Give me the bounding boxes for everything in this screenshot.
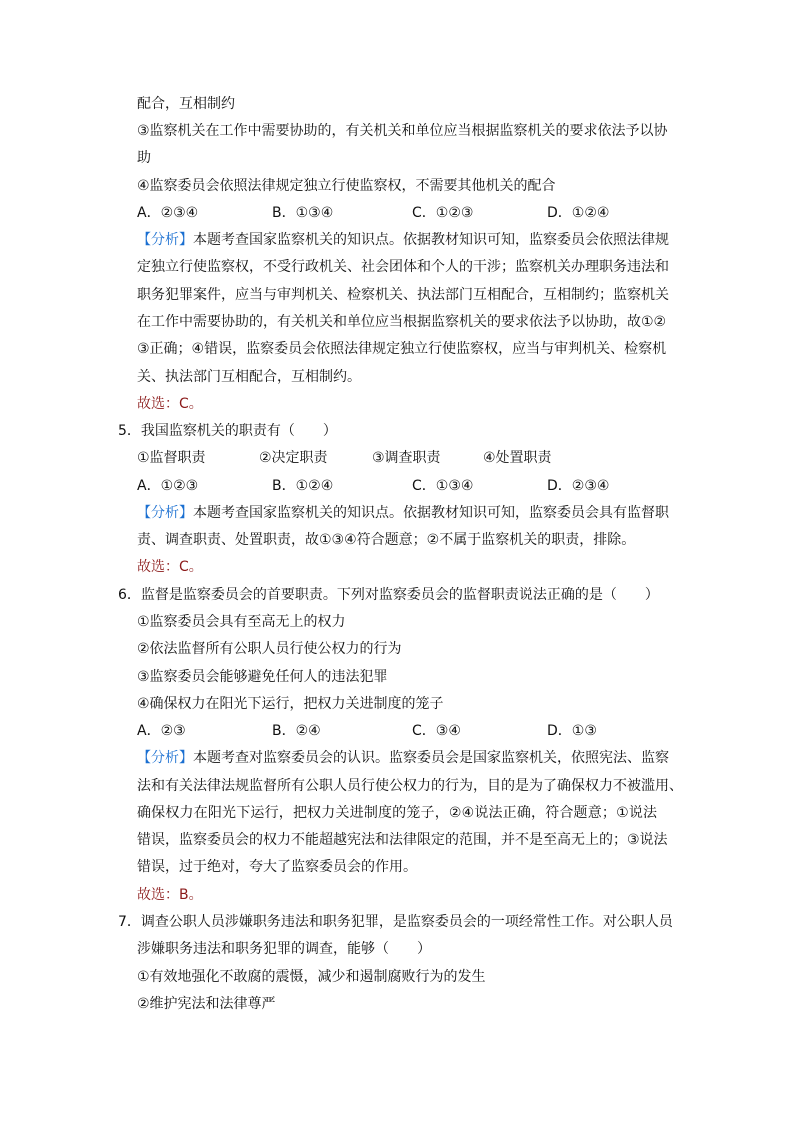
q6-option-c: C．③④ bbox=[412, 723, 461, 739]
q6-option-b: B．②④ bbox=[272, 723, 321, 739]
q4-item-cont: 配合，互相制约 bbox=[137, 96, 235, 112]
q5-item-3: ③调查职责 bbox=[372, 450, 441, 466]
q5-stem: 5．我国监察机关的职责有（ ） bbox=[118, 423, 337, 439]
q4-item-3: ③监察机关在工作中需要协助的，有关机关和单位应当根据监察机关的要求依法予以协 bbox=[137, 123, 668, 139]
q5-analysis-line-2: 责、调查职责、处置职责，故①③④符合题意；②不属于监察机关的职责，排除。 bbox=[137, 532, 636, 548]
q6-item-4: ④确保权力在阳光下运行，把权力关进制度的笼子 bbox=[137, 696, 444, 712]
q5-option-b: B．①②④ bbox=[272, 478, 334, 494]
q5-option-c: C．①③④ bbox=[412, 478, 474, 494]
q5-analysis-line-1: 【分析】本题考查国家监察机关的知识点。依据教材知识可知，监察委员会具有监督职 bbox=[137, 505, 669, 521]
q4-analysis-line-3: 职务犯罪案件，应当与审判机关、检察机关、执法部门互相配合，互相制约；监察机关 bbox=[137, 287, 669, 303]
q6-item-2: ②依法监督所有公职人员行使公权力的行为 bbox=[137, 641, 402, 657]
q7-item-2: ②维护宪法和法律尊严 bbox=[137, 996, 276, 1012]
q4-option-b: B．①③④ bbox=[272, 205, 334, 221]
q5-option-d: D．②③④ bbox=[547, 478, 610, 494]
q6-answer: 故选：B。 bbox=[137, 887, 203, 903]
q4-option-d: D．①②④ bbox=[547, 205, 610, 221]
q6-stem: 6．监督是监察委员会的首要职责。下列对监察委员会的监督职责说法正确的是（ ） bbox=[118, 587, 659, 603]
q6-option-a: A．②③ bbox=[137, 723, 186, 739]
q4-answer: 故选：C。 bbox=[137, 396, 203, 412]
q7-item-1: ①有效地强化不敢腐的震慑，减少和遏制腐败行为的发生 bbox=[137, 969, 486, 985]
q6-analysis-line-3: 确保权力在阳光下运行，把权力关进制度的笼子，②④说法正确，符合题意；①说法 bbox=[137, 805, 657, 821]
q4-option-a: A．②③④ bbox=[137, 205, 199, 221]
analysis-tag: 【分析】 bbox=[137, 505, 193, 521]
analysis-tag: 【分析】 bbox=[137, 232, 193, 248]
q4-option-c: C．①②③ bbox=[412, 205, 474, 221]
analysis-tag: 【分析】 bbox=[137, 750, 193, 766]
q4-analysis-line-2: 定独立行使监察权，不受行政机关、社会团体和个人的干涉；监察机关办理职务违法和 bbox=[137, 259, 669, 275]
q6-analysis-line-5: 错误，过于绝对，夸大了监察委员会的作用。 bbox=[137, 859, 417, 875]
q4-analysis-line-6: 关、执法部门互相配合，互相制约。 bbox=[137, 369, 361, 385]
q4-analysis-line-4: 在工作中需要协助的，有关机关和单位应当根据监察机关的要求依法予以协助，故①② bbox=[137, 314, 667, 330]
q4-analysis-line-5: ③正确；④错误，监察委员会依照法律规定独立行使监察权，应当与审判机关、检察机 bbox=[137, 341, 667, 357]
q5-item-2: ②决定职责 bbox=[259, 450, 328, 466]
q4-item-4: ④监察委员会依照法律规定独立行使监察权，不需要其他机关的配合 bbox=[137, 178, 556, 194]
q6-analysis-line-4: 错误，监察委员会的权力不能超越宪法和法律限定的范围，并不是至高无上的；③说法 bbox=[137, 832, 668, 848]
q6-item-3: ③监察委员会能够避免任何人的违法犯罪 bbox=[137, 669, 388, 685]
q5-option-a: A．①②③ bbox=[137, 478, 199, 494]
q6-analysis-line-1: 【分析】本题考查对监察委员会的认识。监察委员会是国家监察机关，依照宪法、监察 bbox=[137, 750, 669, 766]
q6-item-1: ①监察委员会具有至高无上的权力 bbox=[137, 614, 346, 630]
q4-item-3-cont: 助 bbox=[137, 150, 151, 166]
q4-analysis-line-1: 【分析】本题考查国家监察机关的知识点。依据教材知识可知，监察委员会依照法律规 bbox=[137, 232, 669, 248]
q6-analysis-line-2: 法和有关法律法规监督所有公职人员行使公权力的行为，目的是为了确保权力不被滥用、 bbox=[137, 778, 683, 794]
q5-item-1: ①监督职责 bbox=[137, 450, 206, 466]
q5-answer: 故选：C。 bbox=[137, 559, 203, 575]
q5-item-4: ④处置职责 bbox=[483, 450, 552, 466]
q6-option-d: D．①③ bbox=[547, 723, 597, 739]
q7-stem-line-1: 7．调查公职人员涉嫌职务违法和职务犯罪，是监察委员会的一项经常性工作。对公职人员 bbox=[118, 914, 673, 930]
q7-stem-line-2: 涉嫌职务违法和职务犯罪的调查，能够（ ） bbox=[137, 941, 431, 957]
